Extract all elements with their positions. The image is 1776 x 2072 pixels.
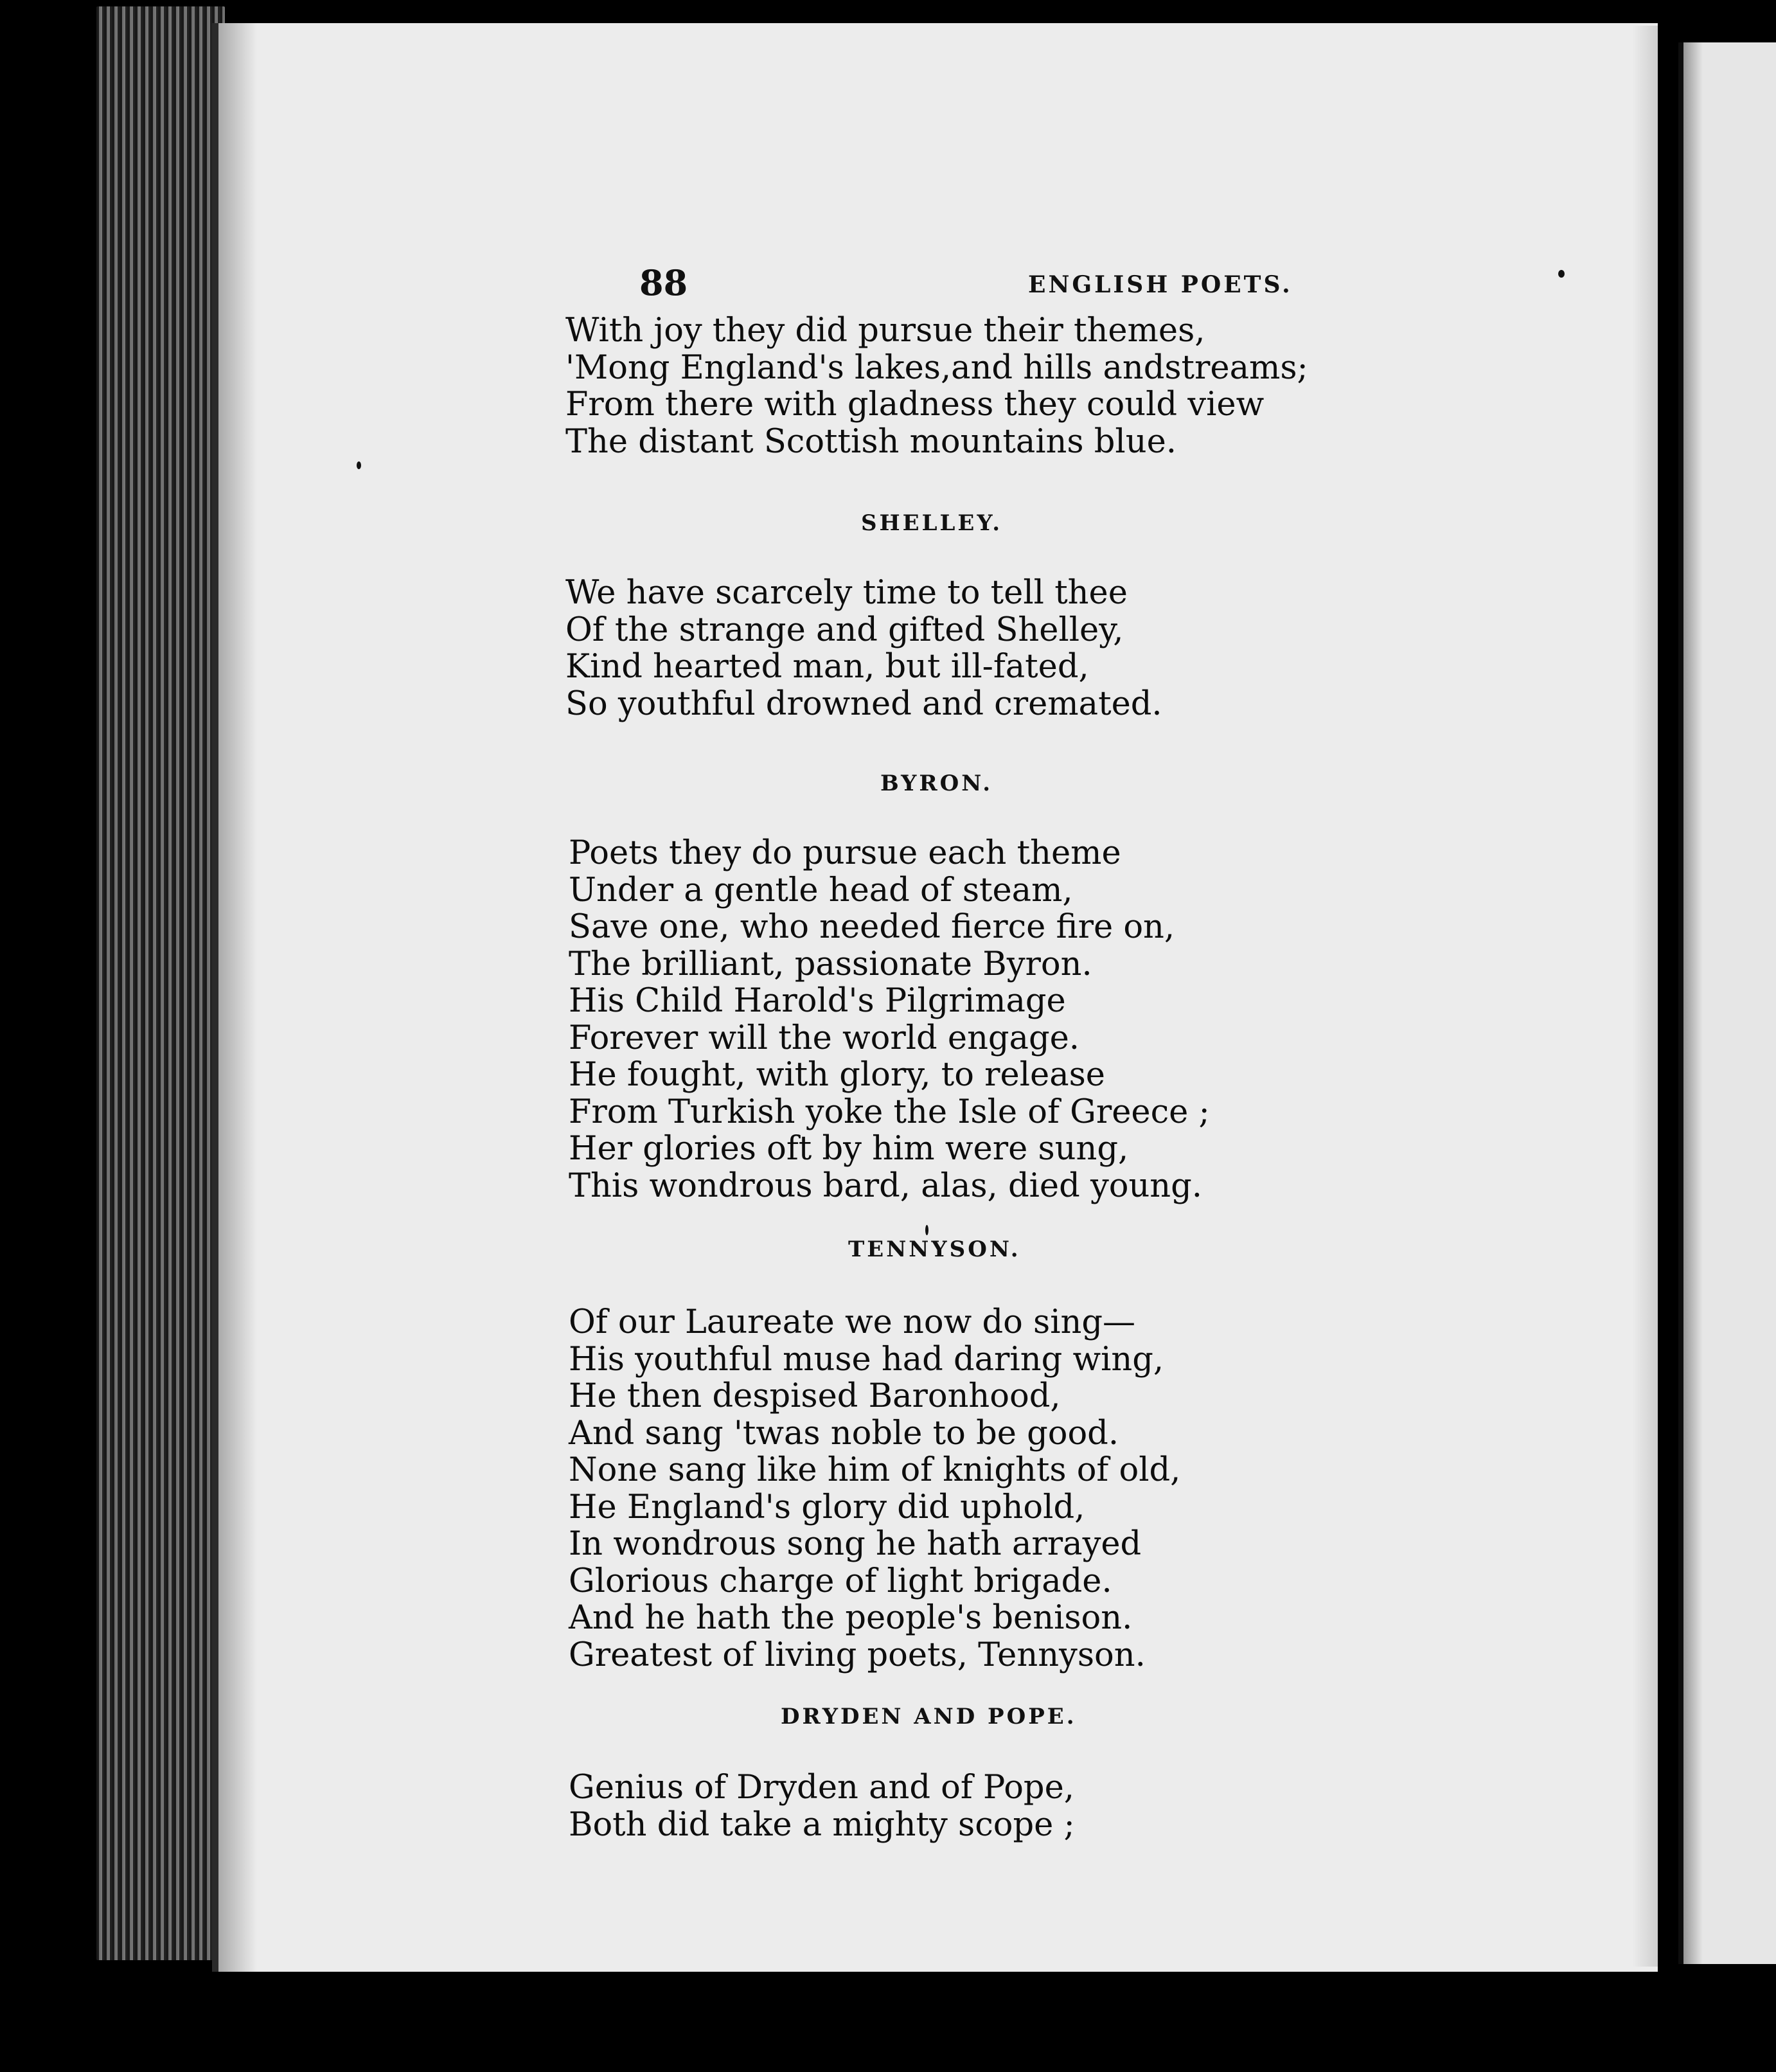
- ink-speck: [925, 1225, 928, 1235]
- verse-line: So youthful drowned and cremated.: [565, 684, 1162, 723]
- intro-stanza: [565, 312, 1308, 460]
- verse-line: None sang like him of knights of old,: [569, 1451, 1181, 1489]
- verse-line: Glorious charge of light brigade.: [569, 1562, 1112, 1600]
- page-number: 88: [639, 262, 688, 303]
- verse-line: Of our Laureate we now do sing—: [569, 1303, 1136, 1341]
- verse-line: He England's glory did uphold,: [569, 1488, 1085, 1526]
- section-title-tennyson: TENNYSON.: [848, 1237, 1021, 1262]
- verse-line: From there with gladness they could view: [565, 386, 1265, 424]
- stanza-shelley: [565, 575, 1162, 722]
- stanza-dryden-and-pope: [569, 1769, 1075, 1843]
- section-title-byron: BYRON.: [880, 771, 993, 796]
- section-title-shelley: SHELLEY.: [861, 510, 1003, 536]
- verse-line: Save one, who needed fierce fire on,: [569, 908, 1175, 946]
- section-title-dryden-and-pope: DRYDEN AND POPE.: [781, 1704, 1077, 1729]
- ink-speck: [357, 461, 361, 469]
- verse-line: Kind hearted man, but ill-fated,: [565, 648, 1089, 686]
- stanza-tennyson: [569, 1304, 1180, 1674]
- verse-line: His youthful muse had daring wing,: [569, 1340, 1164, 1379]
- verse-line: Forever will the world engage.: [569, 1019, 1080, 1057]
- verse-line: From Turkish yoke the Isle of Greece ;: [569, 1093, 1210, 1131]
- verse-line: Genius of Dryden and of Pope,: [569, 1769, 1074, 1807]
- verse-line: And he hath the people's benison.: [569, 1599, 1133, 1637]
- verse-line: Of the strange and gifted Shelley,: [565, 611, 1124, 649]
- verse-line: He fought, with glory, to release: [569, 1056, 1105, 1094]
- verse-line: And sang 'twas noble to be good.: [569, 1414, 1119, 1452]
- stanza-byron: [569, 835, 1210, 1204]
- verse-line: Greatest of living poets, Tennyson.: [569, 1636, 1146, 1674]
- verse-line: 'Mong England's lakes,and hills andstreams;: [565, 348, 1308, 387]
- verse-line: In wondrous song he hath arrayed: [569, 1525, 1142, 1563]
- verse-line: We have scarcely time to tell thee: [565, 574, 1128, 612]
- verse-line: Poets they do pursue each theme: [569, 834, 1121, 872]
- facing-page-edge: [1678, 42, 1776, 1964]
- verse-line: Both did take a mighty scope ;: [569, 1805, 1075, 1844]
- verse-line: His Child Harold's Pilgrimage: [569, 982, 1066, 1020]
- verse-line: With joy they did pursue their themes,: [565, 312, 1205, 350]
- verse-line: Under a gentle head of steam,: [569, 871, 1073, 909]
- ink-speck: [1558, 270, 1565, 278]
- gutter-shadow: [1632, 26, 1683, 1967]
- verse-line: The brilliant, passionate Byron.: [569, 945, 1092, 983]
- verse-line: The distant Scottish mountains blue.: [565, 422, 1177, 461]
- page-edge-stack: [96, 6, 225, 1960]
- book-page: [212, 23, 1658, 1972]
- running-title: ENGLISH POETS.: [1028, 271, 1293, 298]
- verse-line: He then despised Baronhood,: [569, 1377, 1061, 1415]
- verse-line: Her glories oft by him were sung,: [569, 1130, 1129, 1168]
- verse-line: This wondrous bard, alas, died young.: [569, 1166, 1203, 1205]
